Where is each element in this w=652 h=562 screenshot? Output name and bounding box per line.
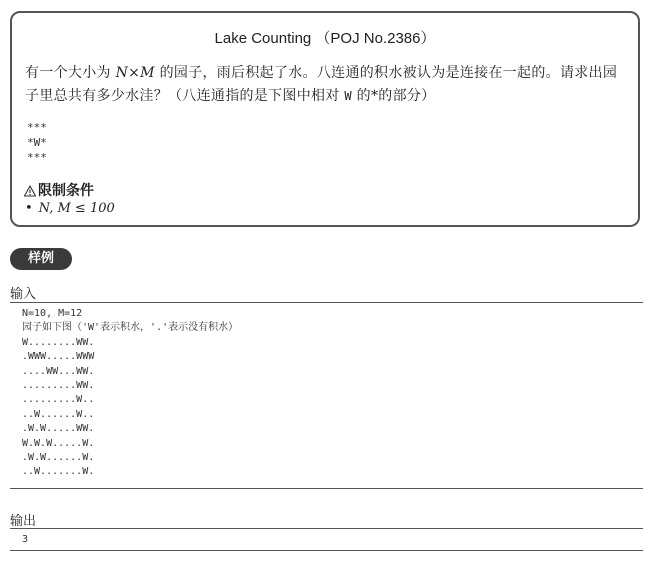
- warning-icon: [24, 185, 36, 197]
- statement-text: 的*的部分）: [356, 88, 436, 104]
- code-line: N=10, M=12: [22, 308, 83, 319]
- statement-variable: N×M: [115, 65, 155, 81]
- code-line: ....WW...WW.: [22, 365, 95, 377]
- code-line: 3: [22, 534, 29, 545]
- divider: [10, 528, 643, 529]
- code-line: .........WW.: [22, 380, 95, 392]
- code-line: W.W.W.....W.: [22, 437, 95, 449]
- problem-title: Lake Counting （POJ No.2386）: [214, 30, 436, 47]
- constraints-heading: [24, 180, 94, 200]
- statement-text: 有一个大小为: [25, 65, 111, 81]
- code-line: .W.W.....WW.: [22, 423, 95, 435]
- input-block: [22, 307, 238, 480]
- constraint-text: N, M ≤ 100: [38, 201, 115, 216]
- neighbor-pattern: [27, 120, 47, 165]
- output-label: 输出: [10, 514, 37, 529]
- code-line: 园子如下图（'W'表示积水，'.'表示没有积水）: [22, 322, 239, 334]
- problem-box: [10, 11, 640, 227]
- bullet: •: [25, 201, 33, 216]
- divider: [10, 488, 643, 489]
- divider: [10, 550, 643, 551]
- code-line: *W*: [27, 136, 47, 149]
- code-line: ..W......W..: [22, 408, 95, 420]
- code-line: ***: [27, 121, 47, 134]
- statement-code: W: [344, 89, 352, 103]
- statement-text: 的园子，雨后积起了水。八连通的积水被认为是连接在一起的。请求出园子里总共有多少水洼？（八连通指的是下图中相对: [25, 65, 618, 104]
- code-line: .........W..: [22, 394, 95, 406]
- constraint-item: [25, 201, 115, 216]
- sample-badge: 样例: [10, 248, 72, 270]
- code-line: .W.W......W.: [22, 452, 95, 464]
- code-line: ..W.......W.: [22, 466, 95, 478]
- code-line: ***: [27, 151, 47, 164]
- code-line: W........WW.: [22, 336, 95, 348]
- input-label: 输入: [10, 287, 37, 302]
- output-block: [22, 533, 28, 547]
- divider: [10, 302, 643, 303]
- constraints-title: 限制条件: [38, 183, 94, 199]
- problem-statement: [25, 62, 630, 108]
- code-line: .WWW.....WWW: [22, 351, 95, 363]
